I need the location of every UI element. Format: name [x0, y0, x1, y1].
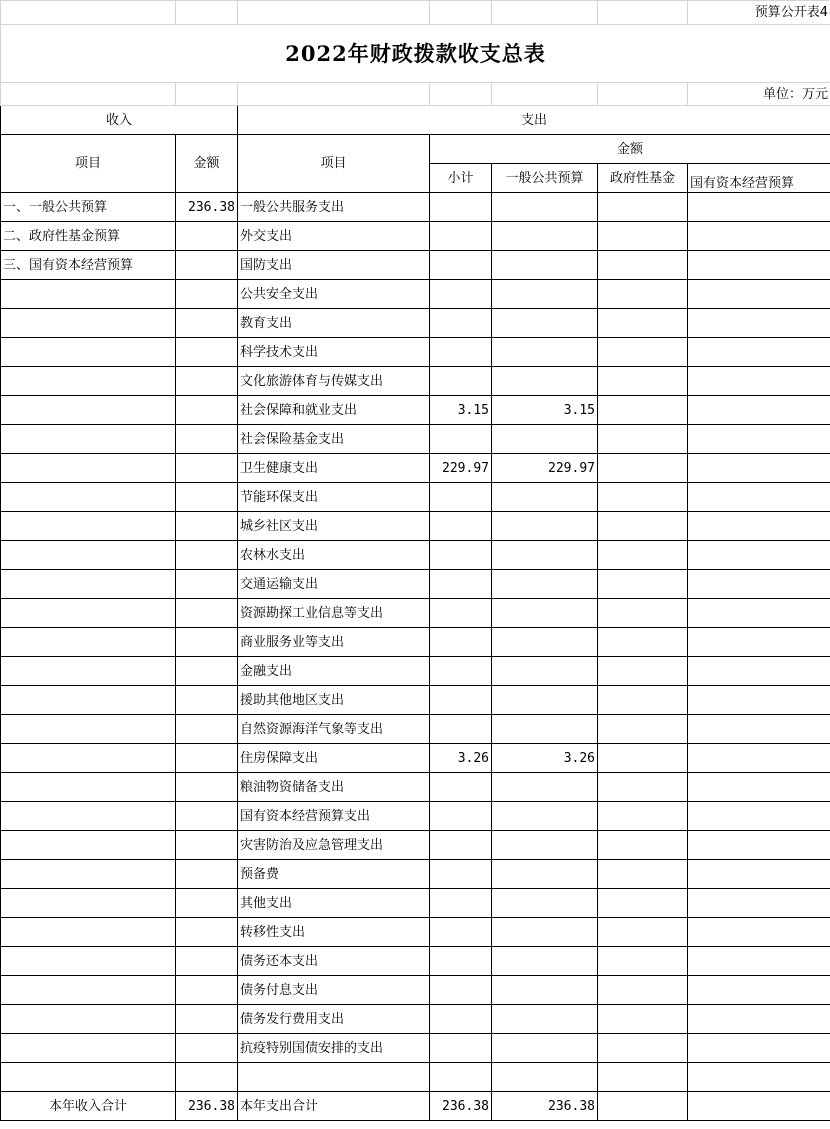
- general-budget-cell[interactable]: [492, 425, 598, 454]
- subtotal-cell[interactable]: [430, 889, 492, 918]
- gov-fund-cell[interactable]: [598, 309, 688, 338]
- income-amount-cell[interactable]: [176, 396, 238, 425]
- income-item-cell[interactable]: [1, 599, 176, 628]
- subtotal-cell[interactable]: [430, 599, 492, 628]
- state-capital-cell[interactable]: [688, 976, 830, 1005]
- gov-fund-cell[interactable]: [598, 686, 688, 715]
- gov-fund-cell[interactable]: [598, 889, 688, 918]
- cell[interactable]: [176, 1, 238, 25]
- state-capital-cell[interactable]: [688, 425, 830, 454]
- income-item-cell[interactable]: [1, 773, 176, 802]
- general-budget-cell[interactable]: [492, 918, 598, 947]
- general-budget-cell[interactable]: 3.15: [492, 396, 598, 425]
- expense-item-cell[interactable]: 农林水支出: [238, 541, 430, 570]
- state-capital-cell[interactable]: [688, 831, 830, 860]
- expense-item-cell[interactable]: 自然资源海洋气象等支出: [238, 715, 430, 744]
- table-row: [1, 773, 830, 802]
- income-amount-cell[interactable]: [176, 425, 238, 454]
- general-budget-cell[interactable]: [492, 1034, 598, 1063]
- state-capital-cell[interactable]: [688, 860, 830, 889]
- subtotal-cell[interactable]: [430, 976, 492, 1005]
- state-capital-cell[interactable]: [688, 599, 830, 628]
- table-row: [1, 628, 830, 657]
- general-budget-cell[interactable]: [492, 367, 598, 396]
- general-budget-cell[interactable]: [492, 831, 598, 860]
- page-title[interactable]: 2022年财政拨款收支总表: [1, 25, 830, 83]
- income-item-cell[interactable]: [1, 309, 176, 338]
- expense-item-cell[interactable]: 公共安全支出: [238, 280, 430, 309]
- expense-total-capital[interactable]: [688, 1092, 830, 1121]
- general-budget-cell[interactable]: [492, 802, 598, 831]
- expense-item-cell[interactable]: 抗疫特别国债安排的支出: [238, 1034, 430, 1063]
- income-amount-cell[interactable]: [176, 686, 238, 715]
- income-amount-cell[interactable]: [176, 976, 238, 1005]
- income-amount-cell[interactable]: [176, 541, 238, 570]
- expense-item-cell[interactable]: 灾害防治及应急管理支出: [238, 831, 430, 860]
- general-budget-cell[interactable]: [492, 686, 598, 715]
- income-item-cell[interactable]: [1, 425, 176, 454]
- expense-item-cell[interactable]: 商业服务业等支出: [238, 628, 430, 657]
- income-item-cell[interactable]: [1, 454, 176, 483]
- table-row: [1, 541, 830, 570]
- expense-item-cell[interactable]: 国有资本经营预算支出: [238, 802, 430, 831]
- general-budget-header[interactable]: 一般公共预算: [492, 164, 598, 193]
- income-amount-cell[interactable]: [176, 483, 238, 512]
- income-item-cell[interactable]: [1, 396, 176, 425]
- income-item-cell[interactable]: 一、一般公共预算: [1, 193, 176, 222]
- table-row: [1, 599, 830, 628]
- subtotal-cell[interactable]: 229.97: [430, 454, 492, 483]
- state-capital-cell[interactable]: [688, 773, 830, 802]
- unit-label[interactable]: 单位：万元: [688, 83, 830, 106]
- cell[interactable]: [238, 83, 430, 106]
- table-row: [1, 1063, 830, 1092]
- general-budget-cell[interactable]: [492, 628, 598, 657]
- income-amount-cell[interactable]: [176, 802, 238, 831]
- gov-fund-cell[interactable]: [598, 628, 688, 657]
- subtotal-cell[interactable]: [430, 193, 492, 222]
- subtotal-cell[interactable]: [430, 1034, 492, 1063]
- gov-fund-cell[interactable]: [598, 1034, 688, 1063]
- gov-fund-cell[interactable]: [598, 947, 688, 976]
- general-budget-cell[interactable]: 3.26: [492, 744, 598, 773]
- gov-fund-cell[interactable]: [598, 657, 688, 686]
- expense-item-cell[interactable]: 国防支出: [238, 251, 430, 280]
- cell[interactable]: [598, 83, 688, 106]
- gov-fund-cell[interactable]: [598, 1063, 688, 1092]
- subtotal-cell[interactable]: [430, 512, 492, 541]
- gov-fund-cell[interactable]: [598, 425, 688, 454]
- table-row: [1, 425, 830, 454]
- gov-fund-cell[interactable]: [598, 599, 688, 628]
- general-budget-cell[interactable]: [492, 715, 598, 744]
- gov-fund-cell[interactable]: [598, 367, 688, 396]
- subtotal-cell[interactable]: [430, 280, 492, 309]
- expense-item-cell[interactable]: 城乡社区支出: [238, 512, 430, 541]
- income-item-cell[interactable]: [1, 280, 176, 309]
- state-capital-cell[interactable]: [688, 1034, 830, 1063]
- table-row: [1, 222, 830, 251]
- general-budget-cell[interactable]: [492, 599, 598, 628]
- cell[interactable]: [492, 1, 598, 25]
- table-row: [1, 454, 830, 483]
- general-budget-cell[interactable]: [492, 1063, 598, 1092]
- expense-item-cell[interactable]: 社会保险基金支出: [238, 425, 430, 454]
- general-budget-cell[interactable]: [492, 947, 598, 976]
- expense-item-cell[interactable]: 资源勘探工业信息等支出: [238, 599, 430, 628]
- general-budget-cell[interactable]: [492, 483, 598, 512]
- general-budget-cell[interactable]: [492, 1005, 598, 1034]
- gov-fund-cell[interactable]: [598, 860, 688, 889]
- gov-fund-cell[interactable]: [598, 193, 688, 222]
- general-budget-cell[interactable]: [492, 280, 598, 309]
- subtotal-cell[interactable]: [430, 338, 492, 367]
- gov-fund-header[interactable]: 政府性基金: [598, 164, 688, 193]
- state-capital-cell[interactable]: [688, 541, 830, 570]
- income-amount-cell[interactable]: [176, 222, 238, 251]
- expense-item-cell[interactable]: 教育支出: [238, 309, 430, 338]
- state-capital-cell[interactable]: [688, 512, 830, 541]
- income-item-cell[interactable]: [1, 483, 176, 512]
- expense-total-subtotal[interactable]: 236.38: [430, 1092, 492, 1121]
- cell[interactable]: [598, 1, 688, 25]
- table-row: [1, 686, 830, 715]
- state-capital-cell[interactable]: [688, 802, 830, 831]
- income-amount-cell[interactable]: [176, 338, 238, 367]
- subtotal-cell[interactable]: [430, 222, 492, 251]
- expense-item-cell[interactable]: 预备费: [238, 860, 430, 889]
- gov-fund-cell[interactable]: [598, 251, 688, 280]
- subtotal-cell[interactable]: 3.15: [430, 396, 492, 425]
- subtotal-cell[interactable]: [430, 773, 492, 802]
- expense-item-cell[interactable]: 外交支出: [238, 222, 430, 251]
- state-capital-cell[interactable]: [688, 1005, 830, 1034]
- income-amount-cell[interactable]: [176, 367, 238, 396]
- expense-header[interactable]: 支出: [238, 106, 830, 135]
- expense-item-cell[interactable]: 一般公共服务支出: [238, 193, 430, 222]
- subtotal-cell[interactable]: [430, 657, 492, 686]
- cell[interactable]: [176, 83, 238, 106]
- table-row: [1, 512, 830, 541]
- state-capital-header[interactable]: 国有资本经营预算: [688, 164, 830, 193]
- cell[interactable]: [430, 83, 492, 106]
- income-item-cell[interactable]: [1, 889, 176, 918]
- table-row: [1, 802, 830, 831]
- state-capital-cell[interactable]: [688, 918, 830, 947]
- income-amount-header[interactable]: 金额: [176, 135, 238, 193]
- general-budget-cell[interactable]: [492, 338, 598, 367]
- table-row: [1, 860, 830, 889]
- income-item-cell[interactable]: [1, 512, 176, 541]
- state-capital-cell[interactable]: [688, 338, 830, 367]
- general-budget-cell[interactable]: [492, 512, 598, 541]
- gov-fund-cell[interactable]: [598, 541, 688, 570]
- income-item-cell[interactable]: [1, 628, 176, 657]
- subtotal-cell[interactable]: [430, 947, 492, 976]
- expense-item-cell[interactable]: 交通运输支出: [238, 570, 430, 599]
- gov-fund-cell[interactable]: [598, 512, 688, 541]
- gov-fund-cell[interactable]: [598, 802, 688, 831]
- table-row: [1, 570, 830, 599]
- income-amount-cell[interactable]: [176, 744, 238, 773]
- state-capital-cell[interactable]: [688, 280, 830, 309]
- state-capital-cell[interactable]: [688, 889, 830, 918]
- state-capital-cell[interactable]: [688, 222, 830, 251]
- subtotal-cell[interactable]: [430, 251, 492, 280]
- gov-fund-cell[interactable]: [598, 715, 688, 744]
- gov-fund-cell[interactable]: [598, 483, 688, 512]
- income-item-cell[interactable]: [1, 338, 176, 367]
- table-row: [1, 193, 830, 222]
- expense-item-cell[interactable]: 粮油物资储备支出: [238, 773, 430, 802]
- subtotal-cell[interactable]: [430, 802, 492, 831]
- income-amount-cell[interactable]: [176, 454, 238, 483]
- income-item-cell[interactable]: [1, 947, 176, 976]
- table-row: [1, 1005, 830, 1034]
- income-amount-cell[interactable]: [176, 918, 238, 947]
- table-row: [1, 976, 830, 1005]
- general-budget-cell[interactable]: [492, 570, 598, 599]
- income-item-header[interactable]: 项目: [1, 135, 176, 193]
- expense-item-cell[interactable]: [238, 1063, 430, 1092]
- income-amount-cell[interactable]: [176, 773, 238, 802]
- subtotal-cell[interactable]: [430, 425, 492, 454]
- income-header[interactable]: 收入: [1, 106, 238, 135]
- table-row: [1, 338, 830, 367]
- income-amount-cell[interactable]: [176, 831, 238, 860]
- state-capital-cell[interactable]: [688, 251, 830, 280]
- income-total-label[interactable]: 本年收入合计: [1, 1092, 176, 1121]
- general-budget-cell[interactable]: [492, 541, 598, 570]
- subtotal-cell[interactable]: [430, 1063, 492, 1092]
- income-amount-cell[interactable]: [176, 715, 238, 744]
- gov-fund-cell[interactable]: [598, 773, 688, 802]
- expense-total-fund[interactable]: [598, 1092, 688, 1121]
- income-amount-cell[interactable]: [176, 1005, 238, 1034]
- cell[interactable]: [1, 1, 176, 25]
- state-capital-cell[interactable]: [688, 454, 830, 483]
- state-capital-cell[interactable]: [688, 309, 830, 338]
- expense-item-cell[interactable]: 债务还本支出: [238, 947, 430, 976]
- gov-fund-cell[interactable]: [598, 976, 688, 1005]
- expense-total-label[interactable]: 本年支出合计: [238, 1092, 430, 1121]
- gov-fund-cell[interactable]: [598, 1005, 688, 1034]
- subtotal-cell[interactable]: [430, 918, 492, 947]
- state-capital-cell[interactable]: [688, 570, 830, 599]
- general-budget-cell[interactable]: [492, 657, 598, 686]
- table-row: [1, 367, 830, 396]
- subtotal-cell[interactable]: [430, 860, 492, 889]
- subtotal-cell[interactable]: [430, 483, 492, 512]
- general-budget-cell[interactable]: [492, 860, 598, 889]
- income-amount-cell[interactable]: [176, 628, 238, 657]
- income-item-cell[interactable]: [1, 976, 176, 1005]
- general-budget-cell[interactable]: [492, 193, 598, 222]
- table-row: [1, 947, 830, 976]
- gov-fund-cell[interactable]: [598, 918, 688, 947]
- state-capital-cell[interactable]: [688, 628, 830, 657]
- table-row: [1, 831, 830, 860]
- expense-item-cell[interactable]: 其他支出: [238, 889, 430, 918]
- state-capital-cell[interactable]: [688, 657, 830, 686]
- expense-item-cell[interactable]: 债务发行费用支出: [238, 1005, 430, 1034]
- expense-item-cell[interactable]: 社会保障和就业支出: [238, 396, 430, 425]
- income-item-cell[interactable]: [1, 1034, 176, 1063]
- expense-item-cell[interactable]: 转移性支出: [238, 918, 430, 947]
- expense-item-cell[interactable]: 金融支出: [238, 657, 430, 686]
- expense-item-cell[interactable]: 文化旅游体育与传媒支出: [238, 367, 430, 396]
- table-row: [1, 251, 830, 280]
- income-amount-cell[interactable]: [176, 512, 238, 541]
- subtotal-cell[interactable]: [430, 541, 492, 570]
- income-item-cell[interactable]: [1, 715, 176, 744]
- cell[interactable]: [430, 1, 492, 25]
- expense-item-cell[interactable]: 卫生健康支出: [238, 454, 430, 483]
- subtotal-cell[interactable]: [430, 367, 492, 396]
- income-amount-cell[interactable]: [176, 280, 238, 309]
- state-capital-cell[interactable]: [688, 396, 830, 425]
- cell[interactable]: [238, 1, 430, 25]
- expense-amount-header[interactable]: 金额: [430, 135, 830, 164]
- subtotal-cell[interactable]: [430, 715, 492, 744]
- expense-item-cell[interactable]: 节能环保支出: [238, 483, 430, 512]
- subtotal-cell[interactable]: 3.26: [430, 744, 492, 773]
- state-capital-cell[interactable]: [688, 367, 830, 396]
- table-row: [1, 889, 830, 918]
- general-budget-cell[interactable]: [492, 309, 598, 338]
- general-budget-cell[interactable]: [492, 222, 598, 251]
- subtotal-cell[interactable]: [430, 309, 492, 338]
- income-item-cell[interactable]: [1, 570, 176, 599]
- general-budget-cell[interactable]: 229.97: [492, 454, 598, 483]
- gov-fund-cell[interactable]: [598, 222, 688, 251]
- income-item-cell[interactable]: [1, 367, 176, 396]
- income-item-cell[interactable]: [1, 657, 176, 686]
- state-capital-cell[interactable]: [688, 193, 830, 222]
- general-budget-cell[interactable]: [492, 773, 598, 802]
- table-row: [1, 280, 830, 309]
- income-item-cell[interactable]: [1, 860, 176, 889]
- gov-fund-cell[interactable]: [598, 338, 688, 367]
- income-amount-cell[interactable]: [176, 570, 238, 599]
- gov-fund-cell[interactable]: [598, 570, 688, 599]
- cell[interactable]: [1, 83, 176, 106]
- income-item-cell[interactable]: [1, 1063, 176, 1092]
- income-item-cell[interactable]: [1, 541, 176, 570]
- expense-item-cell[interactable]: 住房保障支出: [238, 744, 430, 773]
- general-budget-cell[interactable]: [492, 976, 598, 1005]
- subtotal-cell[interactable]: [430, 686, 492, 715]
- expense-item-cell[interactable]: 债务付息支出: [238, 976, 430, 1005]
- expense-total-general[interactable]: 236.38: [492, 1092, 598, 1121]
- table-row: [1, 657, 830, 686]
- general-budget-cell[interactable]: [492, 251, 598, 280]
- subtotal-cell[interactable]: [430, 628, 492, 657]
- general-budget-cell[interactable]: [492, 889, 598, 918]
- table-row: [1, 918, 830, 947]
- subtotal-cell[interactable]: [430, 570, 492, 599]
- income-item-cell[interactable]: [1, 831, 176, 860]
- expense-item-cell[interactable]: 援助其他地区支出: [238, 686, 430, 715]
- state-capital-cell[interactable]: [688, 744, 830, 773]
- gov-fund-cell[interactable]: [598, 280, 688, 309]
- income-item-cell[interactable]: [1, 802, 176, 831]
- state-capital-cell[interactable]: [688, 686, 830, 715]
- income-item-cell[interactable]: [1, 1005, 176, 1034]
- state-capital-cell[interactable]: [688, 1063, 830, 1092]
- table-row: [1, 309, 830, 338]
- expense-item-header[interactable]: 项目: [238, 135, 430, 193]
- form-code[interactable]: 预算公开表4: [688, 1, 830, 25]
- state-capital-cell[interactable]: [688, 715, 830, 744]
- expense-item-cell[interactable]: 科学技术支出: [238, 338, 430, 367]
- income-item-cell[interactable]: [1, 744, 176, 773]
- state-capital-cell[interactable]: [688, 483, 830, 512]
- income-amount-cell[interactable]: 236.38: [176, 193, 238, 222]
- table-row: [1, 396, 830, 425]
- gov-fund-cell[interactable]: [598, 831, 688, 860]
- gov-fund-cell[interactable]: [598, 454, 688, 483]
- subtotal-header[interactable]: 小计: [430, 164, 492, 193]
- state-capital-cell[interactable]: [688, 947, 830, 976]
- income-item-cell[interactable]: 二、政府性基金预算: [1, 222, 176, 251]
- table-row: [1, 744, 830, 773]
- income-amount-cell[interactable]: [176, 947, 238, 976]
- income-total-amount[interactable]: 236.38: [176, 1092, 238, 1121]
- table-row: [1, 1034, 830, 1063]
- subtotal-cell[interactable]: [430, 1005, 492, 1034]
- gov-fund-cell[interactable]: [598, 396, 688, 425]
- income-item-cell[interactable]: 三、国有资本经营预算: [1, 251, 176, 280]
- cell[interactable]: [492, 83, 598, 106]
- subtotal-cell[interactable]: [430, 831, 492, 860]
- income-amount-cell[interactable]: [176, 1063, 238, 1092]
- income-amount-cell[interactable]: [176, 599, 238, 628]
- income-item-cell[interactable]: [1, 686, 176, 715]
- income-amount-cell[interactable]: [176, 657, 238, 686]
- table-row: [1, 715, 830, 744]
- income-amount-cell[interactable]: [176, 860, 238, 889]
- income-amount-cell[interactable]: [176, 1034, 238, 1063]
- income-amount-cell[interactable]: [176, 309, 238, 338]
- income-amount-cell[interactable]: [176, 251, 238, 280]
- table-row: [1, 483, 830, 512]
- income-amount-cell[interactable]: [176, 889, 238, 918]
- income-item-cell[interactable]: [1, 918, 176, 947]
- gov-fund-cell[interactable]: [598, 744, 688, 773]
